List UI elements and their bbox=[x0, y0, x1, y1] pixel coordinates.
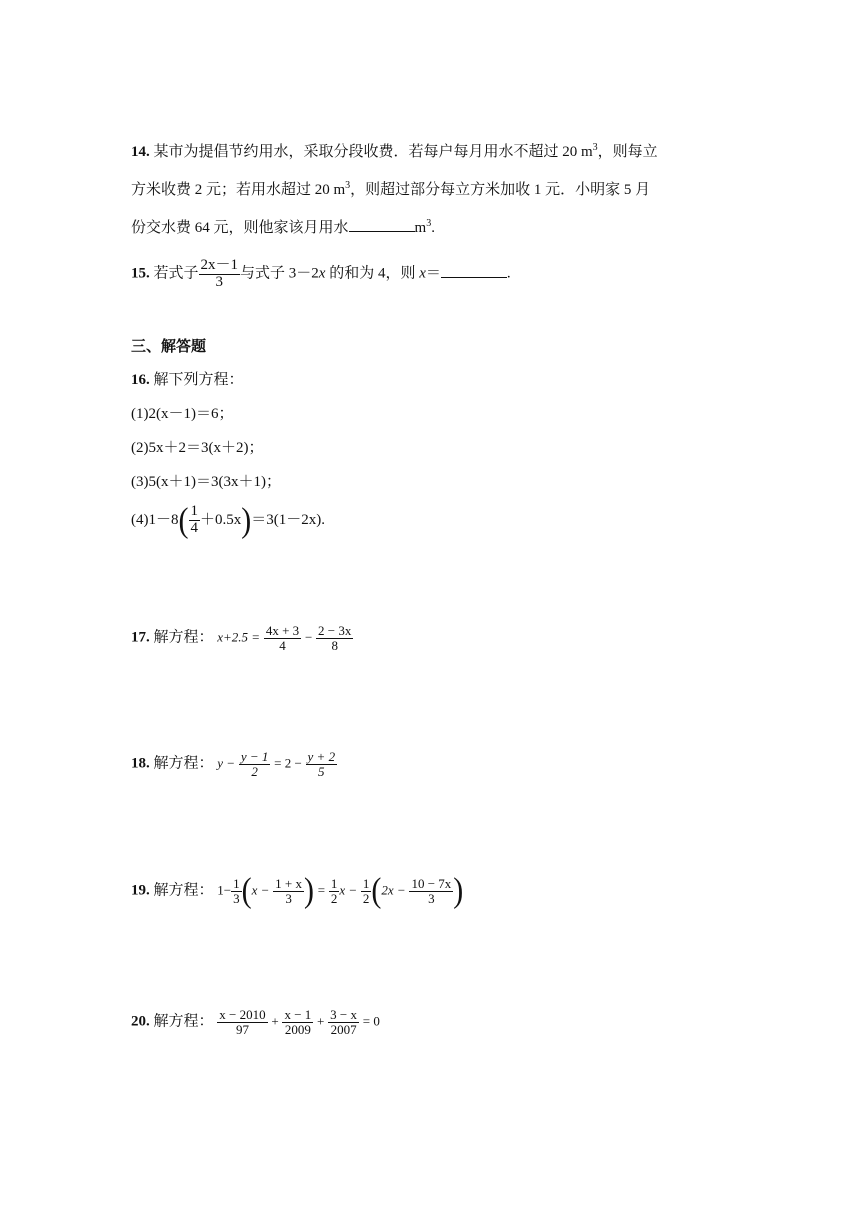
q14-text: ，则超过部分每立方米加收 1 元．小明家 5 月 bbox=[350, 182, 651, 198]
q14-line-2 bbox=[131, 169, 658, 207]
question-number: 15. bbox=[131, 265, 150, 282]
fraction bbox=[273, 877, 304, 905]
q15-prefix: 若式子 bbox=[153, 265, 199, 282]
equation-lead: 1− bbox=[217, 882, 232, 898]
unit: m bbox=[414, 220, 427, 236]
question-15 bbox=[131, 258, 511, 291]
q16-part-1: (1)2(x－1)＝6； bbox=[131, 406, 234, 422]
numerator: 1 bbox=[190, 503, 198, 520]
superscript: 3 bbox=[345, 180, 351, 191]
right-paren: ) bbox=[241, 501, 252, 539]
question-number: 19. bbox=[131, 882, 150, 899]
variable: x bbox=[318, 265, 326, 282]
q14-text: 份交水费 64 元，则他家该月用水 bbox=[131, 220, 349, 236]
numerator: 10 − 7x bbox=[411, 875, 452, 891]
fraction bbox=[409, 877, 453, 905]
numerator: 1 bbox=[330, 875, 338, 891]
denominator: 3 bbox=[233, 890, 240, 906]
equals-sign: = bbox=[317, 882, 326, 898]
question-number: 17. bbox=[131, 629, 150, 646]
plus-sign: + bbox=[317, 1013, 325, 1029]
denominator: 3 bbox=[285, 890, 292, 906]
fraction bbox=[361, 877, 372, 905]
numerator: 3 − x bbox=[330, 1007, 357, 1022]
fraction bbox=[282, 1008, 313, 1036]
denominator: 2007 bbox=[330, 1021, 357, 1037]
denominator: 4 bbox=[279, 637, 286, 653]
q14-text: 方米收费 2 元；若用水超过 20 m bbox=[131, 182, 346, 198]
fraction bbox=[189, 504, 201, 537]
fraction bbox=[329, 877, 340, 905]
fraction bbox=[199, 258, 241, 291]
numerator: y + 2 bbox=[307, 749, 336, 764]
numerator: 1 bbox=[362, 875, 370, 891]
punctuation: . bbox=[506, 265, 511, 282]
variable: x bbox=[419, 265, 426, 282]
q18-label: 解方程： bbox=[153, 755, 214, 772]
q20-label: 解方程： bbox=[153, 1013, 214, 1030]
q16-p4-prefix: (4)1－8 bbox=[131, 512, 179, 528]
q16-title-line bbox=[131, 363, 325, 397]
left-paren: ( bbox=[241, 871, 252, 910]
fraction bbox=[306, 750, 338, 778]
denominator: 4 bbox=[190, 520, 198, 537]
question-18 bbox=[131, 750, 337, 778]
equation-lhs: y − bbox=[217, 755, 236, 771]
numerator: x − 2010 bbox=[219, 1007, 266, 1022]
q14-line-1 bbox=[131, 131, 658, 169]
fraction bbox=[217, 1008, 267, 1036]
minus-sign: − bbox=[304, 629, 313, 645]
right-paren: ) bbox=[304, 871, 314, 910]
question-number: 14. bbox=[131, 144, 150, 160]
question-17 bbox=[131, 624, 353, 652]
answer-blank[interactable] bbox=[441, 263, 507, 278]
numerator: 2 − 3x bbox=[318, 623, 352, 638]
q16-p4-inner: ＋0.5x bbox=[200, 512, 242, 528]
question-number: 16. bbox=[131, 372, 150, 388]
question-14 bbox=[131, 131, 658, 245]
numerator: 4x + 3 bbox=[265, 623, 300, 638]
fraction bbox=[231, 877, 242, 905]
inner-term: x − bbox=[251, 882, 270, 898]
q14-text: 某市为提倡节约用水，采取分段收费．若每户每月用水不超过 20 m bbox=[153, 144, 593, 160]
denominator: 3 bbox=[428, 890, 435, 906]
q17-label: 解方程： bbox=[153, 629, 214, 646]
numerator: 1 + x bbox=[275, 875, 302, 891]
plus-sign: + bbox=[271, 1013, 279, 1029]
question-number: 18. bbox=[131, 755, 150, 772]
q15-text: 的和为 4，则 bbox=[325, 265, 420, 282]
equation-rhs: = 0 bbox=[362, 1013, 380, 1029]
denominator: 2 bbox=[251, 763, 258, 779]
q16-part-2: (2)5x＋2＝3(x＋2)； bbox=[131, 440, 264, 456]
punctuation: . bbox=[431, 220, 435, 236]
section-heading: 三、解答题 bbox=[131, 337, 207, 355]
denominator: 2 bbox=[330, 890, 338, 906]
left-paren: ( bbox=[371, 871, 382, 910]
question-number: 20. bbox=[131, 1013, 150, 1030]
denominator: 2 bbox=[362, 890, 370, 906]
equation-lhs: x+2.5 = bbox=[217, 629, 261, 645]
q19-label: 解方程： bbox=[153, 882, 214, 899]
fraction bbox=[264, 624, 301, 652]
q16-part-3: (3)5(x＋1)＝3(3x＋1)； bbox=[131, 474, 281, 490]
question-16 bbox=[131, 363, 325, 537]
q16-part-4 bbox=[131, 503, 325, 537]
numerator: y − 1 bbox=[240, 749, 269, 764]
denominator: 3 bbox=[215, 273, 224, 290]
denominator: 2009 bbox=[284, 1021, 311, 1037]
denominator: 8 bbox=[331, 637, 338, 653]
numerator: 1 bbox=[233, 875, 240, 891]
question-19 bbox=[131, 871, 464, 910]
q16-p4-suffix: ＝3(1－2x). bbox=[251, 512, 326, 528]
left-paren: ( bbox=[178, 501, 189, 539]
numerator: x − 1 bbox=[284, 1007, 312, 1022]
superscript: 3 bbox=[592, 142, 598, 153]
right-paren: ) bbox=[453, 871, 464, 910]
q16-title: 解下列方程： bbox=[153, 372, 244, 388]
equation-middle: = 2 − bbox=[274, 755, 302, 771]
q15-text: 与式子 3－2 bbox=[240, 265, 319, 282]
middle-term: x − bbox=[339, 882, 358, 898]
numerator: 2x－1 bbox=[200, 257, 239, 273]
fraction bbox=[316, 624, 353, 652]
q14-line-3 bbox=[131, 207, 658, 245]
question-20 bbox=[131, 1008, 380, 1036]
denominator: 97 bbox=[235, 1021, 249, 1037]
inner-term: 2x − bbox=[381, 882, 406, 898]
fraction bbox=[328, 1008, 359, 1036]
superscript: 3 bbox=[426, 218, 432, 229]
q14-text: ，则每立 bbox=[597, 144, 658, 160]
fraction bbox=[239, 750, 271, 778]
denominator: 5 bbox=[318, 763, 325, 779]
answer-blank[interactable] bbox=[349, 217, 415, 232]
equals-sign: ＝ bbox=[425, 265, 441, 282]
